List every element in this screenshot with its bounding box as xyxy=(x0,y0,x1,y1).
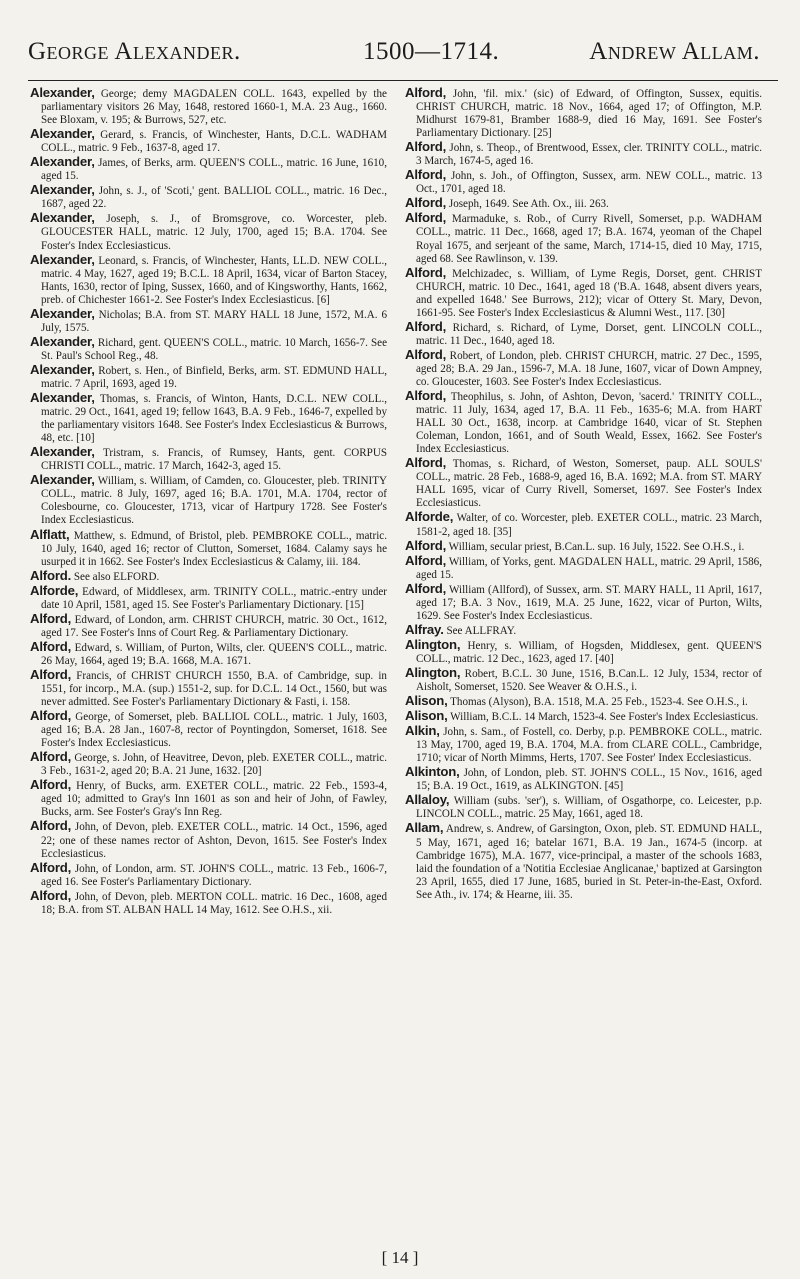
entry-text: Richard, s. Richard, of Lyme, Dorset, gent. LINCOLN COLL., matric. 11 Dec., 1640, aged 18. xyxy=(416,321,762,347)
entry xyxy=(30,445,387,473)
entry xyxy=(405,582,762,623)
entry xyxy=(30,253,387,307)
entry xyxy=(30,584,387,612)
entry xyxy=(405,821,762,901)
entry xyxy=(405,539,762,554)
entry-text: Joseph, s. J., of Bromsgrove, co. Worcester, pleb. GLOUCESTER HALL, matric. 12 July, 1700, aged 15; B.A. 1704. See Foster's Index Ecclesiasticus. xyxy=(41,213,387,252)
entry xyxy=(405,456,762,510)
entry xyxy=(405,709,762,724)
entry-name: Alkin, xyxy=(405,723,440,739)
entry-name: Alford, xyxy=(30,859,72,875)
entry-name: Alford, xyxy=(30,666,72,682)
entry-name: Alington, xyxy=(405,636,461,652)
entry-text: John, s. Theop., of Brentwood, Essex, cler. TRINITY COLL., matric. 3 March, 1674-5, aged 16. xyxy=(416,142,762,168)
entry-text: Robert, s. Hen., of Binfield, Berks, arm. ST. EDMUND HALL, matric. 7 April, 1693, aged 19. xyxy=(41,364,387,390)
entry xyxy=(30,391,387,445)
entry-text: Andrew, s. Andrew, of Garsington, Oxon, pleb. ST. EDMUND HALL, 5 May, 1671, aged 16; batelar 1671, B.A. 19 Jan., 1674-5 (incorp. at Cambridge 1675), M.A. 1677, vice-principal, a master of the schools 1683, laid the foundation of a 'Notitia Ecclesiae Anglicanae,' baptized at Garsington 23 April, 1655, died 17 June, 1685, buried in St. Peter-in-the-East, Oxford. See Ath., iv. 174; & Hearne, iii. 35. xyxy=(416,823,762,901)
entry xyxy=(405,694,762,709)
entry-name: Alford, xyxy=(405,552,447,568)
entry-name: Alexander, xyxy=(30,390,95,406)
entry xyxy=(30,335,387,363)
entry-text: See ALLFRAY. xyxy=(446,624,517,637)
entry xyxy=(405,638,762,666)
entry xyxy=(405,623,762,638)
entry-name: Alington, xyxy=(405,664,461,680)
entry-name: Alford, xyxy=(405,264,447,280)
page-number: [ 14 ] xyxy=(381,1248,419,1267)
entry-name: Alford, xyxy=(405,210,447,226)
entry xyxy=(30,569,387,584)
entry-name: Alison, xyxy=(405,693,448,709)
entry-name: Alford, xyxy=(405,388,447,404)
entry-name: Alexander, xyxy=(30,182,95,198)
entry-name: Alforde, xyxy=(30,582,79,598)
entry xyxy=(405,266,762,320)
entry xyxy=(405,168,762,196)
entry-text: Edward, of London, arm. CHRIST CHURCH, matric. 30 Oct., 1612, aged 17. See Foster's Inns of Court Reg. & Parliamentary Dictionary. xyxy=(41,613,387,639)
entry-text: William (subs. 'ser'), s. William, of Osgathorpe, co. Leicester, p.p. LINCOLN COLL., matric. 25 May, 1661, aged 18. xyxy=(416,795,763,821)
entry-name: Alford, xyxy=(405,580,447,596)
entry-name: Alexander, xyxy=(30,333,95,349)
entry xyxy=(30,363,387,391)
entry-name: Alford. xyxy=(30,567,72,583)
entry-name: Alford, xyxy=(30,708,72,724)
entry xyxy=(30,778,387,819)
entry-text: Edward, of Middlesex, arm. TRINITY COLL., matric.-entry under date 10 April, 1581, aged 15. See Foster's Parliamentary Dictionary. [15] xyxy=(41,585,387,611)
entry xyxy=(30,473,387,527)
left-column xyxy=(30,86,387,917)
entry-text: John, of Devon, pleb. MERTON COLL. matric. 16 Dec., 1608, aged 18; B.A. from ST. ALBAN HALL 14 May, 1612. See O.H.S., xii. xyxy=(41,890,387,916)
entry xyxy=(405,793,762,821)
entry-text: Leonard, s. Francis, of Winchester, Hants, LL.D. NEW COLL., matric. 4 May, 1627, aged 19; B.C.L. 18 April, 1634, vicar of Barton Stacey, Hants, 1630, rector of Iping, Sussex, 1660, and of Kingsworthy, Hants, 1662, preb. of Chichester 1661-2. See Foster's Index Ecclesiasticus. [6] xyxy=(41,254,387,306)
entry-name: Alford, xyxy=(405,455,447,471)
entry-name: Alford, xyxy=(405,195,447,211)
entry-name: Alexander, xyxy=(30,472,95,488)
entry xyxy=(405,140,762,168)
header-rule xyxy=(28,80,778,81)
entry-text: Joseph, 1649. See Ath. Ox., iii. 263. xyxy=(448,198,609,211)
entry-text: John, 'fil. mix.' (sic) of Edward, of Offington, Sussex, equitis. CHRIST CHURCH, matric. 18 Nov., 1664, aged 17; of Offington, M.P. Midhurst 1679-81, Bramber 1688-9, died 16 May, 1691. See Foster's Parliamentary Dictionary. [25] xyxy=(416,88,762,140)
entry xyxy=(405,724,762,765)
entry-text: William, of Yorks, gent. MAGDALEN HALL, matric. 29 April, 1586, aged 15. xyxy=(416,555,762,581)
entry-text: Richard, gent. QUEEN'S COLL., matric. 10 March, 1656-7. See St. Paul's School Reg., 48. xyxy=(41,336,387,362)
entry xyxy=(30,86,387,127)
entry-text: Henry, s. William, of Hogsden, Middlesex, gent. QUEEN'S COLL., matric. 12 Dec., 1623, aged 17. [40] xyxy=(416,639,762,665)
entry-name: Alford, xyxy=(30,749,72,765)
entry-name: Alexander, xyxy=(30,126,95,142)
entry xyxy=(30,307,387,335)
entry-name: Alford, xyxy=(30,610,72,626)
entry xyxy=(30,750,387,778)
entry-text: John, s. Joh., of Offington, Sussex, arm. NEW COLL., matric. 13 Oct., 1701, aged 18. xyxy=(416,170,763,196)
entry-name: Alexander, xyxy=(30,305,95,321)
entry-text: Melchizadec, s. William, of Lyme Regis, Dorset, gent. CHRIST CHURCH, matric. 10 Dec., 1641, aged 18 ('B.A. 1648, absent divers years, and expelled 1648.' See Burrows, 212); vicar of Ottery St. Mary, Devon, 1661-95. See Foster's Index Ecclesiasticus & Alumni West., 117. [30] xyxy=(416,267,762,319)
entry-text: Matthew, s. Edmund, of Bristol, pleb. PEMBROKE COLL., matric. 10 July, 1640, aged 16; rector of Clutton, Somerset, 1684. Calamy says he usurped it in 1662. See Foster's Index Ecclesiasticus & Calamy, iii. 184. xyxy=(41,529,387,568)
entry xyxy=(405,765,762,793)
entry-text: George, s. John, of Heavitree, Devon, pleb. EXETER COLL., matric. 3 Feb., 1631-2, aged 20; B.A. 21 June, 1632. [20] xyxy=(41,752,387,778)
entry-text: George; demy MAGDALEN COLL. 1643, expelled by the parliamentary visitors 26 May, 1648, restored 1660-1, M.A. 23 Aug., 1660. See Bloxam, v. 195; & Burrows, 527, etc. xyxy=(41,88,387,127)
entry-name: Alison, xyxy=(405,708,448,724)
entry-text: Edward, s. William, of Purton, Wilts, cler. QUEEN'S COLL., matric. 26 May, 1664, aged 19; B.A. 1668, M.A. 1671. xyxy=(41,641,387,667)
entry-text: William, s. William, of Camden, co. Gloucester, pleb. TRINITY COLL., matric. 8 July, 1697, aged 16; B.A. 1701, M.A. 1704, rector of Colesbourne, co. Gloucester, 1713, vicar of Hartpury 1728. See Foster's Index Ecclesiasticus. xyxy=(41,475,387,527)
header-left: George Alexander. xyxy=(28,38,241,65)
entry-text: William (Allford), of Sussex, arm. ST. MARY HALL, 11 April, 1617, aged 17; B.A. 3 Nov., 1619, M.A. 25 June, 1622, vicar of Purton, Wilts, 1629. See Foster's Index Ecclesiasticus. xyxy=(416,583,762,622)
entry-text: Thomas (Alyson), B.A. 1518, M.A. 25 Feb., 1523-4. See O.H.S., i. xyxy=(450,696,748,709)
entry-text: John, of London, pleb. ST. JOHN'S COLL., 15 Nov., 1616, aged 15; B.A. 19 Oct., 1619, as ALKINGTON. [45] xyxy=(416,767,762,793)
entry-name: Alexander, xyxy=(30,444,95,460)
header-years: 1500—1714. xyxy=(363,38,500,65)
entry-name: Alexander, xyxy=(30,85,95,100)
entry-name: Alford, xyxy=(405,167,447,183)
entry-name: Alford, xyxy=(405,318,447,334)
entry-name: Alkinton, xyxy=(405,764,460,780)
entry xyxy=(405,86,762,140)
entry-text: Nicholas; B.A. from ST. MARY HALL 18 June, 1572, M.A. 6 July, 1575. xyxy=(41,308,387,334)
entry-name: Alflatt, xyxy=(30,526,70,542)
entry xyxy=(405,389,762,456)
entry xyxy=(30,709,387,750)
entry xyxy=(30,861,387,889)
entry-text: William, B.C.L. 14 March, 1523-4. See Foster's Index Ecclesiasticus. xyxy=(450,711,759,724)
entry-name: Alford, xyxy=(30,638,72,654)
entry-text: Walter, of co. Worcester, pleb. EXETER COLL., matric. 23 March, 1581-2, aged 18. [35] xyxy=(416,512,762,538)
entry-text: Thomas, s. Francis, of Winton, Hants, D.C.L. NEW COLL., matric. 29 Oct., 1641, aged 19; fellow 1643, B.A. 9 Feb., 1646-7, expelled by the parliamentary visitors 1648. See Foster's Index Ecclesiasticus & Burrows, 48, etc. [10] xyxy=(41,393,387,445)
entry xyxy=(30,668,387,709)
entry-text: John, s. J., of 'Scoti,' gent. BALLIOL COLL., matric. 16 Dec., 1687, aged 22. xyxy=(41,185,387,211)
entry xyxy=(405,196,762,211)
entry-name: Alfray. xyxy=(405,621,444,637)
entry-text: William, secular priest, B.Can.L. sup. 16 July, 1522. See O.H.S., i. xyxy=(448,540,745,553)
entry-text: Robert, of London, pleb. CHRIST CHURCH, matric. 27 Dec., 1595, aged 28; B.A. 29 Jan., 1596-7, M.A. 18 June, 1607, vicar of Down Ampney, co. Gloucester, 1603. See Foster's Index Ecclesiasticus. xyxy=(416,349,762,388)
entry-name: Alford, xyxy=(405,346,447,362)
entry-text: Gerard, s. Francis, of Winchester, Hants, D.C.L. WADHAM COLL., matric. 9 Feb., 1637-8, aged 17. xyxy=(41,129,387,155)
entry xyxy=(405,320,762,348)
entry xyxy=(405,510,762,538)
entry xyxy=(30,819,387,860)
entry-text: John, of Devon, pleb. EXETER COLL., matric. 14 Oct., 1596, aged 22; one of these names rector of Ashton, Devon, 1615. See Foster's Index Ecclesiasticus. xyxy=(41,821,387,860)
entry-name: Alexander, xyxy=(30,210,95,226)
entry-name: Alford, xyxy=(30,887,72,903)
entry-name: Alforde, xyxy=(405,509,454,525)
entry xyxy=(30,183,387,211)
entry-text: See also ELFORD. xyxy=(73,570,160,583)
entry-text: Thomas, s. Richard, of Weston, Somerset, paup. ALL SOULS' COLL., matric. 28 Feb., 1688-9, aged 16, B.A. 1692; M.A. from ST. MARY HALL 1695, vicar of Curry Rivell, Somerset, 1697. See Foster's Index Ecclesiasticus. xyxy=(416,458,762,510)
entry-text: Henry, of Bucks, arm. EXETER COLL., matric. 22 Feb., 1593-4, aged 10; admitted to Gray's Inn 1601 as son and heir of John, of Fawley, Bucks, arm. See Foster's Gray's Inn Reg. xyxy=(41,780,387,819)
entry-text: George, of Somerset, pleb. BALLIOL COLL., matric. 1 July, 1603, aged 16; B.A. 28 Jan., 1607-8, rector of Poyntingdon, Somerset, 1618. See Foster's Index Ecclesiasticus. xyxy=(41,711,387,750)
entry-name: Alford, xyxy=(30,818,72,834)
entry-text: Robert, B.C.L. 30 June, 1516, B.Can.L. 12 July, 1534, rector of Aisholt, Somerset, 1520. See Weaver & O.H.S., i. xyxy=(416,667,762,694)
entry xyxy=(30,211,387,252)
entry-name: Allaloy, xyxy=(405,792,450,808)
entry xyxy=(30,640,387,668)
entry-text: Tristram, s. Francis, of Rumsey, Hants, gent. CORPUS CHRISTI COLL., matric. 17 March, 1642-3, aged 15. xyxy=(41,447,387,473)
page-header xyxy=(28,38,780,74)
entry-name: Allam, xyxy=(405,820,444,836)
entry-text: Francis, of CHRIST CHURCH 1550, B.A. of Cambridge, sup. in 1551, for incorp., M.A. (sup.) 1551-2, sup. for D.C.L. 14 Oct., 1560, but was never admitted. See Foster's Parliamentary Dictionary & Fasti, i. 158. xyxy=(41,669,387,709)
entry-name: Alexander, xyxy=(30,361,95,377)
entry-name: Alford, xyxy=(30,777,72,793)
entry xyxy=(405,666,762,694)
entry-text: John, of London, arm. ST. JOHN'S COLL., matric. 13 Feb., 1606-7, aged 16. See Foster's Parliamentary Dictionary. xyxy=(41,862,387,888)
entry xyxy=(405,554,762,582)
entry xyxy=(30,528,387,569)
entry xyxy=(30,155,387,183)
entry-name: Alexander, xyxy=(30,154,95,170)
entry-text: Marmaduke, s. Rob., of Curry Rivell, Somerset, p.p. WADHAM COLL., matric. 11 Dec., 1668, aged 17; B.A. 1674, yeoman of the Chapel Royal 1675, and serjeant of the same, March, 1714-15, died 10 May, 1715, aged 68. See Rawlinson, v. 139. xyxy=(416,213,762,265)
entry-text: Theophilus, s. John, of Ashton, Devon, 'sacerd.' TRINITY COLL., matric. 11 July, 1634, aged 17, B.A. 11 Feb., 1635-6; M.A. from HART HALL 30 Oct., 1638, incorp. at Cambridge 1640, vicar of St. Stephen Coleman, London, 1661, and of South Weald, Essex, 1662. See Foster's Index Ecclesiasticus. xyxy=(416,391,762,456)
entry-name: Alford, xyxy=(405,537,447,553)
entry xyxy=(30,889,387,917)
entry-name: Alexander, xyxy=(30,251,95,267)
right-column xyxy=(405,86,762,902)
entry xyxy=(405,348,762,389)
entry-name: Alford, xyxy=(405,139,447,155)
entry xyxy=(405,211,762,265)
entry-text: John, s. Sam., of Fostell, co. Derby, p.p. PEMBROKE COLL., matric. 13 May, 1700, aged 19, B.A. 1704, M.A. from CLARE COLL., Cambridge, 1710; vicar of North Mimms, Herts, 1707. See Foster' Index Ecclesiasticus. xyxy=(416,726,762,765)
entry xyxy=(30,612,387,640)
header-right: Andrew Allam. xyxy=(589,38,760,65)
entry xyxy=(30,127,387,155)
entry-text: James, of Berks, arm. QUEEN'S COLL., matric. 16 June, 1610, aged 15. xyxy=(41,157,387,183)
entry-name: Alford, xyxy=(405,85,447,100)
